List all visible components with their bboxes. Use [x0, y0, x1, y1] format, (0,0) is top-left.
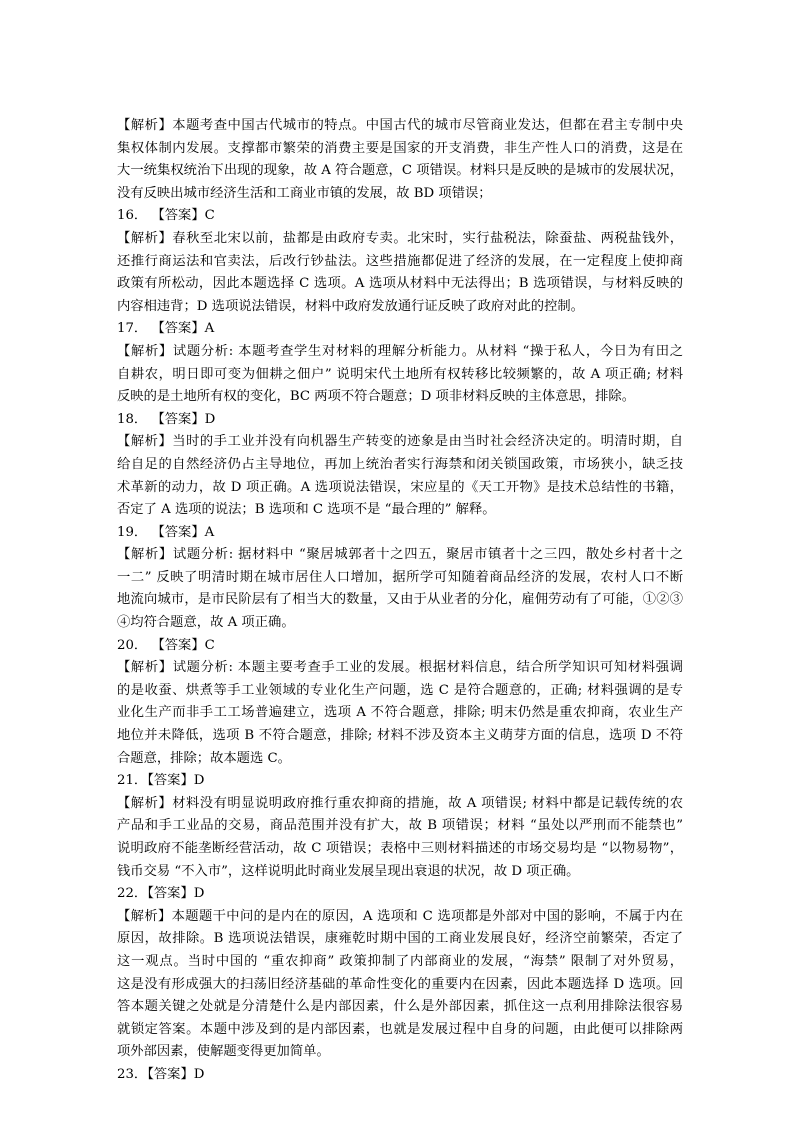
- paragraph-line: 反映的是土地所有权的变化，BC 两项不符合题意；D 项非材料反映的主体意思，排除。: [117, 389, 635, 405]
- paragraph-line: 说明政府不能垄断经营活动，故 C 项错误；表格中三则材料描述的市场交易均是 “以物易物”，: [117, 841, 683, 856]
- paragraph-line: 【解析】春秋至北宋以前，盐都是由政府专卖。北宋时，实行盐税法，除蚕盐、两税盐钱外，: [117, 230, 683, 246]
- answer-heading: 21．【答案】D: [117, 773, 205, 789]
- paragraph-line: 还推行商运法和官卖法，后改行钞盐法。这些措施都促进了经济的发展，在一定程度上使抑商: [117, 253, 683, 269]
- answer-heading: 16． 【答案】C: [117, 208, 215, 224]
- paragraph-line: 集权体制内发展。支撑都市繁荣的消费主要是国家的开支消费，非生产性人口的消费，这是在: [117, 140, 683, 156]
- paragraph-line: 这一观点。当时中国的 “重农抑商” 政策抑制了内部商业的发展，“海禁” 限制了对外贸易，: [117, 953, 683, 969]
- paragraph-line: 大一统集权统治下出现的现象，故 A 符合题意，C 项错误。材料只是反映的是城市的发展状况，: [117, 163, 683, 179]
- paragraph-line: 原因，故排除。B 选项说法错误，康雍乾时期中国的工商业发展良好，经济空前繁荣，否定了: [117, 931, 683, 947]
- paragraph-line: 没有反映出城市经济生活和工商业市镇的发展，故 BD 项错误；: [117, 185, 492, 201]
- paragraph-line: 就锁定答案。本题中涉及到的是内部因素，也就是发展过程中自身的问题，由此便可以排除两: [117, 1021, 683, 1037]
- paragraph-line: ④均符合题意，故 A 项正确。: [117, 615, 295, 631]
- paragraph-line: 【解析】试题分析: 本题考查学生对材料的理解分析能力。从材料 “操于私人，今日为有田之: [117, 343, 683, 359]
- answer-heading: 19． 【答案】A: [117, 524, 215, 540]
- paragraph-line: 政策有所松动，因此本题选择 C 选项。A 选项从材料中无法得出；B 选项错误，与材料反映的: [117, 276, 683, 292]
- paragraph-line: 否定了 A 选项的说法；B 选项和 C 选项不是 “最合理的” 解释。: [117, 502, 496, 518]
- paragraph-line: 答本题关键之处就是分清楚什么是内部因素，什么是外部因素，抓住这一点利用排除法很容易: [117, 999, 683, 1015]
- paragraph-line: 钱币交易 “不入市”，这样说明此时商业发展呈现出衰退的状况，故 D 项正确。: [117, 863, 580, 879]
- paragraph-line: 的是收蚕、烘煮等手工业领域的专业化生产问题，选 C 是符合题意的，正确; 材料强调的是专: [117, 682, 683, 698]
- paragraph-line: 地流向城市，是市民阶层有了相当大的数量，又由于从业者的分化，雇佣劳动有了可能，①②③: [117, 592, 683, 608]
- answer-heading: 18． 【答案】D: [117, 411, 216, 427]
- paragraph-line: 术革新的动力，故 D 项正确。A 选项说法错误，宋应星的《天工开物》是技术总结性的书籍，: [117, 479, 683, 495]
- answer-heading: 17． 【答案】A: [117, 321, 215, 337]
- paragraph-line: 业化生产而非手工工场普遍建立，选项 A 不符合题意，排除; 明末仍然是重农抑商，农业生产: [117, 705, 683, 721]
- paragraph-line: 合题意，排除；故本题选 C。: [117, 750, 291, 766]
- paragraph-line: 【解析】试题分析: 本题主要考查手工业的发展。根据材料信息，结合所学知识可知材料强调: [117, 660, 683, 676]
- paragraph-line: 【解析】材料没有明显说明政府推行重农抑商的措施，故 A 项错误; 材料中都是记载传统的农: [117, 795, 683, 811]
- paragraph-line: 【解析】本题题干中问的是内在的原因，A 选项和 C 选项都是外部对中国的影响，不属于内在: [117, 908, 683, 924]
- document-page: [117, 115, 683, 1087]
- paragraph-line: 内容相违背；D 选项说法错误，材料中政府发放通行证反映了政府对此的控制。: [117, 298, 584, 314]
- paragraph-line: 产品和手工业品的交易，商品范围并没有扩大，故 B 项错误；材料 “虽处以严刑而不能禁也”: [117, 818, 683, 834]
- answer-heading: 22．【答案】D: [117, 886, 205, 902]
- paragraph-line: 【解析】试题分析: 据材料中 “聚居城郭者十之四五，聚居市镇者十之三四，散处乡村者十之: [117, 547, 683, 563]
- paragraph-line: 【解析】当时的手工业并没有向机器生产转变的迹象是由当时社会经济决定的。明清时期，自: [117, 434, 683, 450]
- paragraph-line: 项外部因素，使解题变得更加简单。: [117, 1044, 330, 1060]
- paragraph-line: 一二” 反映了明清时期在城市居住人口增加，据所学可知随着商品经济的发展，农村人口不断: [117, 569, 683, 585]
- answer-heading: 23．【答案】D: [117, 1066, 205, 1082]
- answer-heading: 20． 【答案】C: [117, 637, 215, 653]
- paragraph-line: 自耕农，明日即可变为佃耕之佃户” 说明宋代土地所有权转移比较频繁的，故 A 项正确; 材料: [117, 366, 683, 382]
- paragraph-line: 给自足的自然经济仍占主导地位，再加上统治者实行海禁和闭关锁国政策，市场狭小，缺乏技: [117, 456, 683, 472]
- paragraph-line: 地位并未降低，选项 B 不符合题意，排除; 材料不涉及资本主义萌芽方面的信息，选项 D 不符: [117, 728, 683, 744]
- paragraph-line: 【解析】本题考查中国古代城市的特点。中国古代的城市尽管商业发达，但都在君主专制中央: [117, 118, 683, 133]
- paragraph-line: 这是没有形成强大的扫荡旧经济基础的革命性变化的重要内在因素，因此本题选择 D 选项。回: [117, 976, 683, 992]
